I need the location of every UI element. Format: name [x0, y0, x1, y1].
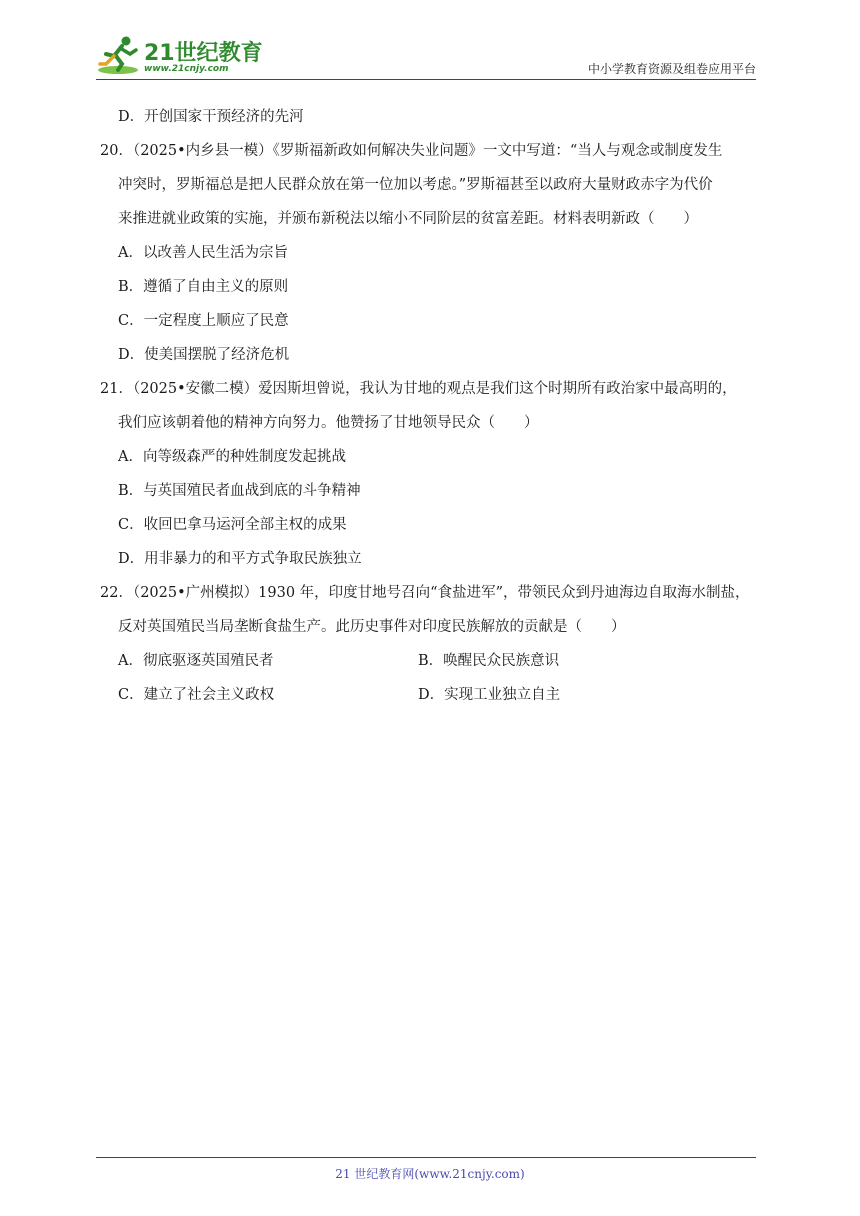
q19-option-d: D．开创国家干预经济的先河: [118, 109, 304, 125]
question-content: [100, 100, 760, 712]
q21-option-a: A．向等级森严的种姓制度发起挑战: [118, 449, 346, 465]
q21-option-b: B．与英国殖民者血战到底的斗争精神: [118, 483, 361, 499]
q22-stem-line-2: 反对英国殖民当局垄断食盐生产。此历史事件对印度民族解放的贡献是（ ）: [118, 619, 626, 635]
q22-option-d: D．实现工业独立自主: [418, 687, 561, 703]
q22-option-b: B．唤醒民众民族意识: [418, 653, 560, 669]
logo: [96, 34, 266, 78]
q21-option-c: C．收回巴拿马运河全部主权的成果: [118, 517, 347, 533]
q20-stem-line-3: 来推进就业政策的实施，并颁布新税法以缩小不同阶层的贫富差距。材料表明新政（ ）: [118, 211, 698, 227]
runner-logo-icon: [96, 34, 144, 78]
q22-option-a: A．彻底驱逐英国殖民者: [118, 653, 274, 669]
q20-option-d: D．使美国摆脱了经济危机: [118, 347, 290, 363]
logo-text: 21世纪教育: [144, 41, 263, 66]
q21-option-d: D．用非暴力的和平方式争取民族独立: [118, 551, 362, 567]
logo-url: www.21cnjy.com: [144, 64, 229, 74]
q20-stem-line-1: 20．（2025•内乡县一模）《罗斯福新政如何解决失业问题》一文中写道：“当人与观念或制度发生: [100, 143, 723, 159]
header-divider: [96, 79, 756, 80]
q21-stem-line-1: 21．（2025•安徽二模）爱因斯坦曾说，我认为甘地的观点是我们这个时期所有政治家中最高明的，: [100, 381, 737, 397]
q20-option-a: A．以改善人民生活为宗旨: [118, 245, 288, 261]
header-tagline: 中小学教育资源及组卷应用平台: [587, 62, 756, 76]
footer-text: 21 世纪教育网(www.21cnjy.com): [335, 1167, 525, 1181]
q20-stem-line-2: 冲突时，罗斯福总是把人民群众放在第一位加以考虑。”罗斯福甚至以政府大量财政赤字为代价: [118, 177, 713, 193]
q22-stem-line-1: 22．（2025•广州模拟）1930 年，印度甘地号召向“食盐进军”，带领民众到丹迪海边自取海水制盐，: [100, 585, 750, 601]
page-header: [96, 30, 756, 80]
q22-options-row-2: [100, 678, 760, 712]
q22-options-row-1: [100, 644, 760, 678]
q20-option-b: B．遵循了自由主义的原则: [118, 279, 289, 295]
footer-divider: [96, 1157, 756, 1158]
q20-option-c: C．一定程度上顺应了民意: [118, 313, 289, 329]
q21-stem-line-2: 我们应该朝着他的精神方向努力。他赞扬了甘地领导民众（ ）: [118, 415, 539, 431]
q22-option-c: C．建立了社会主义政权: [118, 687, 275, 703]
